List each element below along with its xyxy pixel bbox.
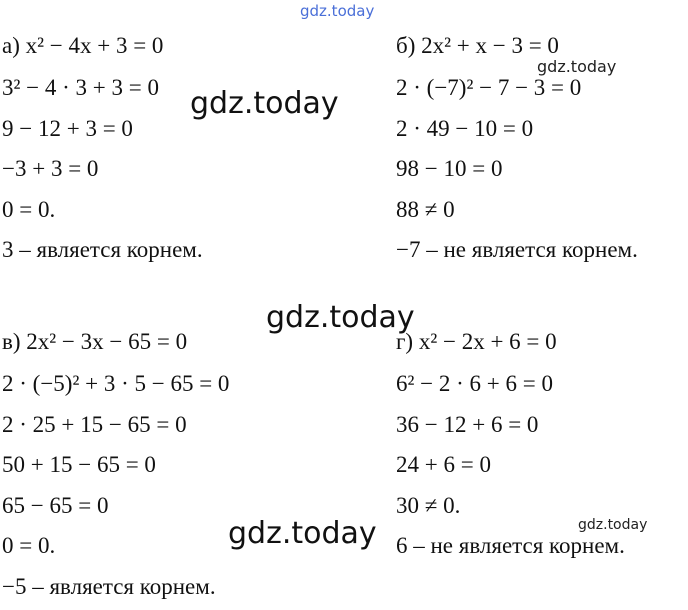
problem-a-conclusion: 3 – является корнем. [2, 237, 203, 262]
problem-v [2, 324, 229, 607]
problem-b-step: 88 ≠ 0 [396, 196, 455, 222]
problem-a-step: −3 + 3 = 0 [2, 156, 99, 181]
problem-v-step: 2 · (−5)² + 3 · 5 − 65 = 0 [2, 371, 230, 396]
problem-v-step: 0 = 0. [2, 533, 56, 558]
problem-v-equation: в) 2x² − 3x − 65 = 0 [2, 329, 188, 354]
problem-g-step: 36 − 12 + 6 = 0 [396, 411, 539, 437]
problem-v-step: 65 − 65 = 0 [2, 492, 109, 518]
problem-g-step: 6² − 2 · 6 + 6 = 0 [396, 371, 553, 396]
problem-b-step: 2 · (−7)² − 7 − 3 = 0 [396, 75, 582, 100]
problem-v-step: 50 + 15 − 65 = 0 [2, 452, 156, 477]
watermark-top: gdz.today [300, 2, 375, 20]
problem-b-step: 98 − 10 = 0 [396, 156, 503, 181]
problem-a-step: 9 − 12 + 3 = 0 [2, 115, 133, 141]
problem-a-step: 3² − 4 · 3 + 3 = 0 [2, 75, 159, 100]
problem-b-step: 2 · 49 − 10 = 0 [396, 115, 534, 141]
watermark-right-small: gdz.today [537, 57, 617, 76]
problem-b-conclusion: −7 – не является корнем. [396, 237, 638, 262]
problem-g-conclusion: 6 – не является корнем. [396, 533, 625, 558]
watermark-left-big: gdz.today [190, 86, 339, 121]
problem-a-step: 0 = 0. [2, 196, 56, 222]
watermark-bottom-big: gdz.today [228, 516, 377, 551]
problem-v-step: 2 · 25 + 15 − 65 = 0 [2, 411, 187, 437]
watermark-center-big: gdz.today [266, 300, 415, 335]
problem-a-equation: а) x² − 4x + 3 = 0 [2, 33, 164, 58]
watermark-bottom-right-small: gdz.today [578, 517, 648, 533]
problem-a [2, 28, 203, 271]
problem-g-step: 30 ≠ 0. [396, 492, 461, 518]
problem-g-step: 24 + 6 = 0 [396, 452, 491, 477]
problem-b-equation: б) 2x² + x − 3 = 0 [396, 33, 559, 58]
problem-g-equation: г) x² − 2x + 6 = 0 [396, 329, 557, 354]
problem-v-conclusion: −5 – является корнем. [2, 573, 216, 599]
